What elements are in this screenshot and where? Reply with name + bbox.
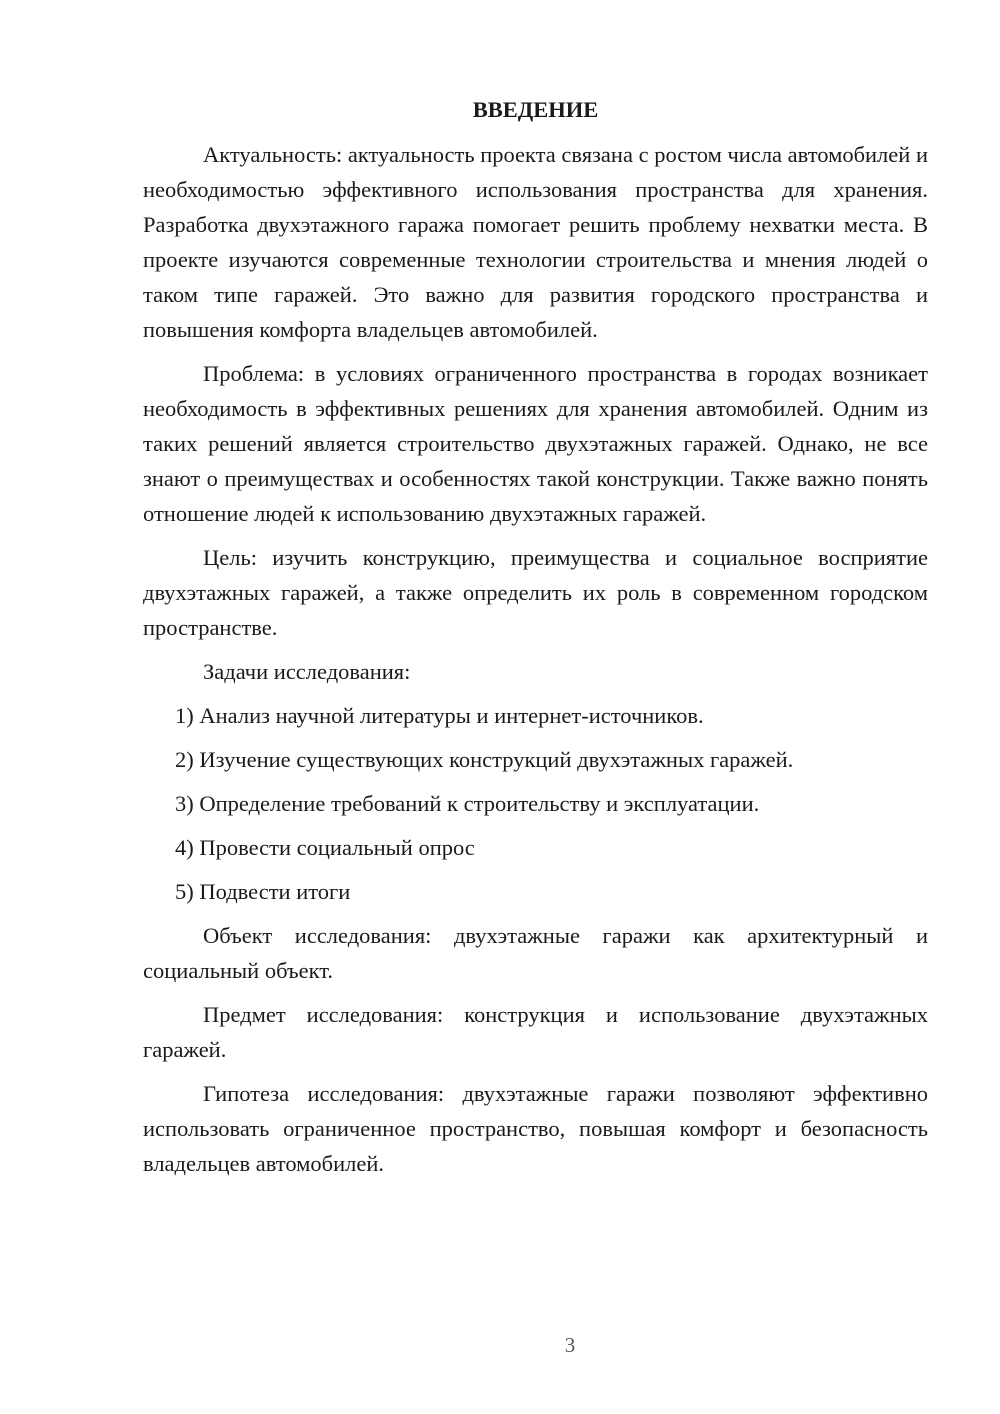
task-item: 1) Анализ научной литературы и интернет-источников. [175,703,704,728]
relevance-paragraph: Актуальность: актуальность проекта связана с ростом числа автомобилей и необходимостью эффективного использования пространства для хранения. Разработка двухэтажного гаража помогает решить проблему нехватки места. В проекте изучаются современные технологии строительства и мнения людей о таком типе гаражей. Это важно для развития городского пространства и повышения комфорта владельцев автомобилей. [143,142,928,342]
task-item: 3) Определение требований к строительству и эксплуатации. [175,791,760,816]
document-page [143,95,928,1190]
subject-paragraph: Предмет исследования: конструкция и использование двухэтажных гаражей. [143,1002,928,1062]
tasks-title: Задачи исследования: [203,659,411,684]
task-item: 4) Провести социальный опрос [175,835,475,860]
section-heading: ВВЕДЕНИЕ [472,97,599,122]
task-item: 2) Изучение существующих конструкций двухэтажных гаражей. [175,747,794,772]
tasks-list [143,698,928,909]
hypothesis-paragraph: Гипотеза исследования: двухэтажные гаражи позволяют эффективно использовать ограниченное пространство, повышая комфорт и безопасность владельцев автомобилей. [143,1081,928,1176]
object-paragraph: Объект исследования: двухэтажные гаражи как архитектурный и социальный объект. [143,923,928,983]
problem-paragraph: Проблема: в условиях ограниченного пространства в городах возникает необходимость в эффективных решениях для хранения автомобилей. Одним из таких решений является строительство двухэтажных гаражей. Однако, не все знают о преимуществах и особенностях такой конструкции. Также важно понять отношение людей к использованию двухэтажных гаражей. [143,361,928,526]
task-item: 5) Подвести итоги [175,879,351,904]
goal-paragraph: Цель: изучить конструкцию, преимущества и социальное восприятие двухэтажных гаражей, а также определить их роль в современном городском пространстве. [143,545,928,640]
page-number: 3 [564,1333,576,1357]
